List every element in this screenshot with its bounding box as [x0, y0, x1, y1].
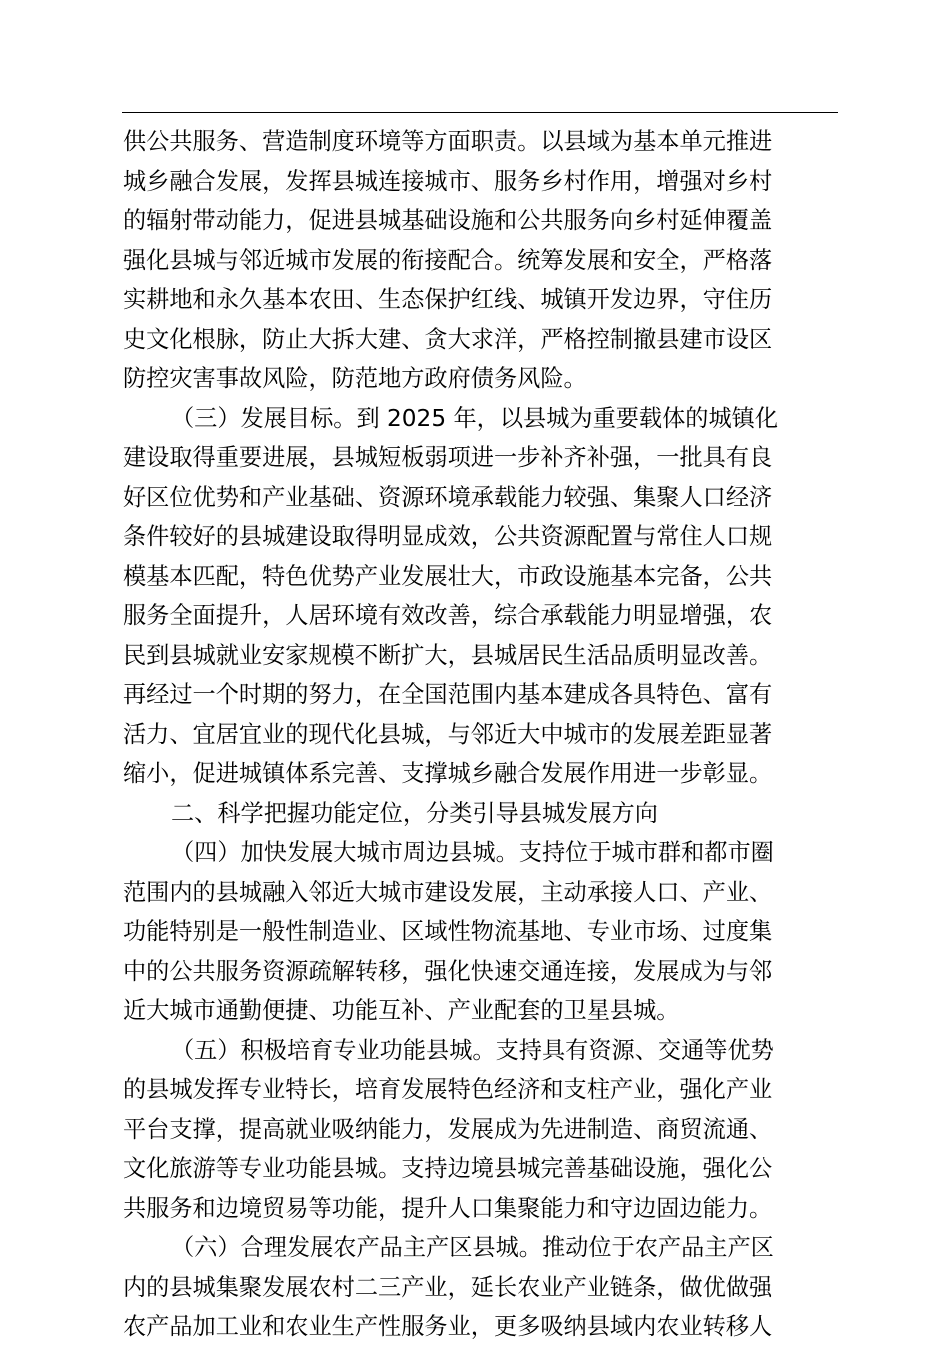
text-line: 的辐射带动能力，促进县城基础设施和公共服务向乡村延伸覆盖 [123, 207, 773, 234]
text-line: 强化县城与邻近城市发展的衔接配合。统筹发展和安全，严格落 [123, 246, 773, 274]
text-line: 内的县城集聚发展农村二三产业，延长农业产业链条，做优做强 [123, 1273, 773, 1301]
text-line: 范围内的县城融入邻近大城市建设发展，主动承接人口、产业、 [123, 878, 773, 906]
text-line: 模基本匹配，特色优势产业发展壮大，市政设施基本完备，公共 [123, 562, 773, 590]
text-line: 服务全面提升，人居环境有效改善，综合承载能力明显增强，农 [123, 602, 773, 629]
text-line: 缩小，促进城镇体系完善、支撑城乡融合发展作用进一步彰显。 [123, 760, 773, 787]
text-line: 建设取得重要进展，县城短板弱项进一步补齐补强，一批具有良 [123, 444, 773, 471]
text-line: 好区位优势和产业基础、资源环境承载能力较强、集聚人口经济 [123, 483, 773, 511]
text-line: 平台支撑，提高就业吸纳能力，发展成为先进制造、商贸流通、 [123, 1115, 773, 1143]
text-line: （三）发展目标。到 2025 年，以县城为重要载体的城镇化 [171, 404, 779, 432]
text-line: （四）加快发展大城市周边县城。支持位于城市群和都市圈 [171, 839, 774, 866]
text-line: 供公共服务、营造制度环境等方面职责。以县域为基本单元推进 [123, 128, 773, 155]
text-line: 条件较好的县城建设取得明显成效，公共资源配置与常住人口规 [123, 523, 773, 550]
text-line: 防控灾害事故风险，防范地方政府债务风险。 [123, 365, 587, 392]
text-line: 实耕地和永久基本农田、生态保护红线、城镇开发边界，守住历 [123, 286, 773, 313]
text-line: 文化旅游等专业功能县城。支持边境县城完善基础设施，强化公 [123, 1155, 773, 1182]
text-line: 中的公共服务资源疏解转移，强化快速交通连接，发展成为与邻 [123, 957, 773, 985]
document-body [123, 122, 839, 1347]
text-line: （六）合理发展农产品主产区县城。推动位于农产品主产区 [171, 1234, 774, 1261]
text-line: 史文化根脉，防止大拆大建、贪大求洋，严格控制撤县建市设区 [123, 325, 773, 353]
text-line: 再经过一个时期的努力，在全国范围内基本建成各具特色、富有 [123, 681, 773, 708]
text-line: （五）积极培育专业功能县城。支持具有资源、交通等优势 [171, 1036, 774, 1064]
text-line: 城乡融合发展，发挥县城连接城市、服务乡村作用，增强对乡村 [123, 167, 773, 195]
text-line: 共服务和边境贸易等功能，提升人口集聚能力和守边固边能力。 [123, 1194, 773, 1222]
header-rule [122, 112, 838, 113]
text-line: 农产品加工业和农业生产性服务业，更多吸纳县域内农业转移人 [123, 1313, 773, 1340]
text-line: 的县城发挥专业特长，培育发展特色经济和支柱产业，强化产业 [123, 1076, 773, 1103]
text-line: 民到县城就业安家规模不断扩大，县城居民生活品质明显改善。 [123, 641, 773, 669]
text-line: 二、科学把握功能定位，分类引导县城发展方向 [171, 799, 658, 827]
text-line: 活力、宜居宜业的现代化县城，与邻近大中城市的发展差距显著 [123, 720, 773, 748]
text-line: 近大城市通勤便捷、功能互补、产业配套的卫星县城。 [123, 997, 680, 1024]
text-line: 功能特别是一般性制造业、区域性物流基地、专业市场、过度集 [123, 918, 773, 945]
